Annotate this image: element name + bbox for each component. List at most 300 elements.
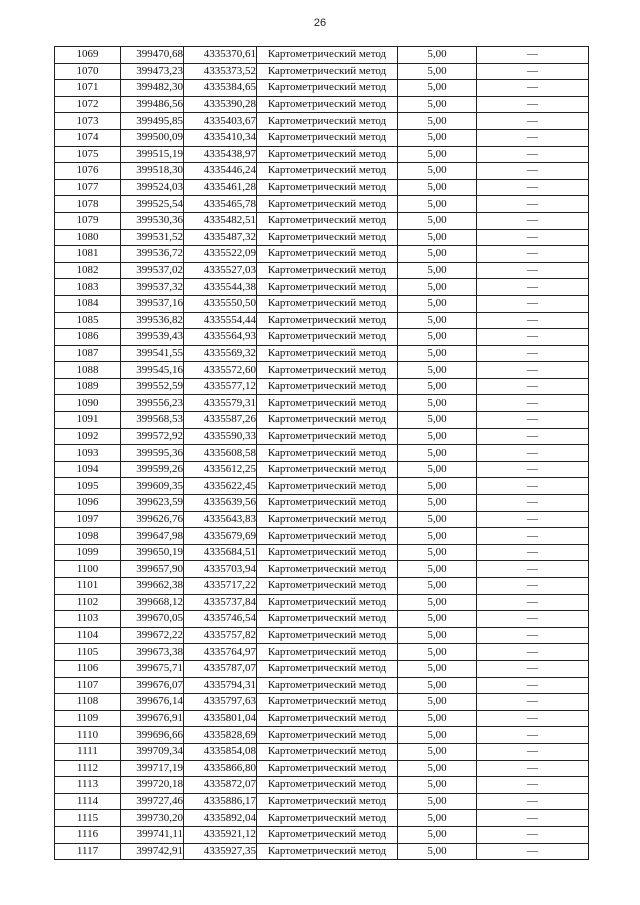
method-cell: Картометрический метод xyxy=(257,495,398,512)
precision-cell: 5,00 xyxy=(398,445,477,462)
method-cell: Картометрический метод xyxy=(257,113,398,130)
method-cell: Картометрический метод xyxy=(257,295,398,312)
x-coordinate-cell: 399552,59 xyxy=(121,378,184,395)
precision-cell: 5,00 xyxy=(398,163,477,180)
method-cell: Картометрический метод xyxy=(257,129,398,146)
precision-cell: 5,00 xyxy=(398,362,477,379)
point-number-cell: 1086 xyxy=(55,329,121,346)
y-coordinate-cell: 4335892,04 xyxy=(184,810,257,827)
point-number-cell: 1070 xyxy=(55,63,121,80)
extra-cell: — xyxy=(477,660,589,677)
x-coordinate-cell: 399742,91 xyxy=(121,843,184,860)
table-row xyxy=(55,80,589,97)
point-number-cell: 1083 xyxy=(55,279,121,296)
y-coordinate-cell: 4335569,32 xyxy=(184,345,257,362)
x-coordinate-cell: 399539,43 xyxy=(121,329,184,346)
x-coordinate-cell: 399568,53 xyxy=(121,412,184,429)
extra-cell: — xyxy=(477,594,589,611)
point-number-cell: 1082 xyxy=(55,262,121,279)
table-row xyxy=(55,179,589,196)
table-row xyxy=(55,362,589,379)
x-coordinate-cell: 399650,19 xyxy=(121,544,184,561)
method-cell: Картометрический метод xyxy=(257,511,398,528)
y-coordinate-cell: 4335487,32 xyxy=(184,229,257,246)
y-coordinate-cell: 4335579,31 xyxy=(184,395,257,412)
table-row xyxy=(55,196,589,213)
precision-cell: 5,00 xyxy=(398,378,477,395)
precision-cell: 5,00 xyxy=(398,146,477,163)
method-cell: Картометрический метод xyxy=(257,644,398,661)
precision-cell: 5,00 xyxy=(398,627,477,644)
x-coordinate-cell: 399676,91 xyxy=(121,710,184,727)
precision-cell: 5,00 xyxy=(398,279,477,296)
precision-cell: 5,00 xyxy=(398,743,477,760)
y-coordinate-cell: 4335587,26 xyxy=(184,412,257,429)
method-cell: Картометрический метод xyxy=(257,461,398,478)
extra-cell: — xyxy=(477,743,589,760)
precision-cell: 5,00 xyxy=(398,826,477,843)
table-row xyxy=(55,843,589,860)
extra-cell: — xyxy=(477,96,589,113)
x-coordinate-cell: 399717,19 xyxy=(121,760,184,777)
x-coordinate-cell: 399495,85 xyxy=(121,113,184,130)
y-coordinate-cell: 4335590,33 xyxy=(184,428,257,445)
y-coordinate-cell: 4335403,67 xyxy=(184,113,257,130)
point-number-cell: 1087 xyxy=(55,345,121,362)
table-row xyxy=(55,345,589,362)
precision-cell: 5,00 xyxy=(398,644,477,661)
extra-cell: — xyxy=(477,246,589,263)
extra-cell: — xyxy=(477,677,589,694)
table-row xyxy=(55,777,589,794)
extra-cell: — xyxy=(477,627,589,644)
x-coordinate-cell: 399709,34 xyxy=(121,743,184,760)
point-number-cell: 1079 xyxy=(55,212,121,229)
table-row xyxy=(55,246,589,263)
extra-cell: — xyxy=(477,495,589,512)
precision-cell: 5,00 xyxy=(398,229,477,246)
table-row xyxy=(55,262,589,279)
extra-cell: — xyxy=(477,760,589,777)
x-coordinate-cell: 399556,23 xyxy=(121,395,184,412)
extra-cell: — xyxy=(477,395,589,412)
point-number-cell: 1116 xyxy=(55,826,121,843)
precision-cell: 5,00 xyxy=(398,544,477,561)
extra-cell: — xyxy=(477,478,589,495)
table-row xyxy=(55,212,589,229)
extra-cell: — xyxy=(477,412,589,429)
y-coordinate-cell: 4335550,50 xyxy=(184,295,257,312)
y-coordinate-cell: 4335866,80 xyxy=(184,760,257,777)
y-coordinate-cell: 4335737,84 xyxy=(184,594,257,611)
point-number-cell: 1100 xyxy=(55,561,121,578)
extra-cell: — xyxy=(477,295,589,312)
point-number-cell: 1097 xyxy=(55,511,121,528)
table-row xyxy=(55,611,589,628)
precision-cell: 5,00 xyxy=(398,428,477,445)
x-coordinate-cell: 399730,20 xyxy=(121,810,184,827)
table-row xyxy=(55,743,589,760)
x-coordinate-cell: 399537,16 xyxy=(121,295,184,312)
x-coordinate-cell: 399525,54 xyxy=(121,196,184,213)
x-coordinate-cell: 399623,59 xyxy=(121,495,184,512)
x-coordinate-cell: 399675,71 xyxy=(121,660,184,677)
y-coordinate-cell: 4335410,34 xyxy=(184,129,257,146)
precision-cell: 5,00 xyxy=(398,594,477,611)
point-number-cell: 1072 xyxy=(55,96,121,113)
point-number-cell: 1095 xyxy=(55,478,121,495)
point-number-cell: 1106 xyxy=(55,660,121,677)
y-coordinate-cell: 4335554,44 xyxy=(184,312,257,329)
extra-cell: — xyxy=(477,129,589,146)
point-number-cell: 1104 xyxy=(55,627,121,644)
x-coordinate-cell: 399696,66 xyxy=(121,727,184,744)
method-cell: Картометрический метод xyxy=(257,163,398,180)
point-number-cell: 1099 xyxy=(55,544,121,561)
extra-cell: — xyxy=(477,279,589,296)
table-row xyxy=(55,760,589,777)
table-row xyxy=(55,528,589,545)
point-number-cell: 1077 xyxy=(55,179,121,196)
point-number-cell: 1081 xyxy=(55,246,121,263)
coordinates-table xyxy=(54,46,589,860)
table-row xyxy=(55,627,589,644)
extra-cell: — xyxy=(477,511,589,528)
table-row xyxy=(55,295,589,312)
method-cell: Картометрический метод xyxy=(257,146,398,163)
y-coordinate-cell: 4335828,69 xyxy=(184,727,257,744)
table-row xyxy=(55,561,589,578)
method-cell: Картометрический метод xyxy=(257,743,398,760)
precision-cell: 5,00 xyxy=(398,129,477,146)
y-coordinate-cell: 4335757,82 xyxy=(184,627,257,644)
y-coordinate-cell: 4335927,35 xyxy=(184,843,257,860)
method-cell: Картометрический метод xyxy=(257,395,398,412)
table-row xyxy=(55,594,589,611)
method-cell: Картометрический метод xyxy=(257,80,398,97)
x-coordinate-cell: 399609,35 xyxy=(121,478,184,495)
x-coordinate-cell: 399647,98 xyxy=(121,528,184,545)
x-coordinate-cell: 399500,09 xyxy=(121,129,184,146)
table-row xyxy=(55,677,589,694)
table-row xyxy=(55,694,589,711)
precision-cell: 5,00 xyxy=(398,511,477,528)
table-row xyxy=(55,826,589,843)
method-cell: Картометрический метод xyxy=(257,262,398,279)
point-number-cell: 1112 xyxy=(55,760,121,777)
extra-cell: — xyxy=(477,378,589,395)
table-row xyxy=(55,229,589,246)
table-row xyxy=(55,96,589,113)
method-cell: Картометрический метод xyxy=(257,362,398,379)
method-cell: Картометрический метод xyxy=(257,793,398,810)
x-coordinate-cell: 399482,30 xyxy=(121,80,184,97)
table-row xyxy=(55,47,589,64)
extra-cell: — xyxy=(477,528,589,545)
point-number-cell: 1113 xyxy=(55,777,121,794)
method-cell: Картометрический метод xyxy=(257,378,398,395)
table-row xyxy=(55,810,589,827)
x-coordinate-cell: 399536,72 xyxy=(121,246,184,263)
point-number-cell: 1069 xyxy=(55,47,121,64)
y-coordinate-cell: 4335544,38 xyxy=(184,279,257,296)
method-cell: Картометрический метод xyxy=(257,561,398,578)
table-row xyxy=(55,710,589,727)
table-row xyxy=(55,113,589,130)
y-coordinate-cell: 4335608,58 xyxy=(184,445,257,462)
extra-cell: — xyxy=(477,578,589,595)
table-row xyxy=(55,644,589,661)
x-coordinate-cell: 399673,38 xyxy=(121,644,184,661)
precision-cell: 5,00 xyxy=(398,810,477,827)
point-number-cell: 1092 xyxy=(55,428,121,445)
method-cell: Картометрический метод xyxy=(257,478,398,495)
y-coordinate-cell: 4335577,12 xyxy=(184,378,257,395)
table-row xyxy=(55,445,589,462)
y-coordinate-cell: 4335482,51 xyxy=(184,212,257,229)
extra-cell: — xyxy=(477,345,589,362)
method-cell: Картометрический метод xyxy=(257,727,398,744)
x-coordinate-cell: 399545,16 xyxy=(121,362,184,379)
extra-cell: — xyxy=(477,428,589,445)
y-coordinate-cell: 4335438,97 xyxy=(184,146,257,163)
extra-cell: — xyxy=(477,843,589,860)
y-coordinate-cell: 4335854,08 xyxy=(184,743,257,760)
x-coordinate-cell: 399531,52 xyxy=(121,229,184,246)
point-number-cell: 1089 xyxy=(55,378,121,395)
extra-cell: — xyxy=(477,113,589,130)
method-cell: Картометрический метод xyxy=(257,627,398,644)
table-row xyxy=(55,395,589,412)
precision-cell: 5,00 xyxy=(398,461,477,478)
precision-cell: 5,00 xyxy=(398,295,477,312)
precision-cell: 5,00 xyxy=(398,212,477,229)
table-row xyxy=(55,660,589,677)
point-number-cell: 1096 xyxy=(55,495,121,512)
x-coordinate-cell: 399536,82 xyxy=(121,312,184,329)
x-coordinate-cell: 399662,38 xyxy=(121,578,184,595)
extra-cell: — xyxy=(477,262,589,279)
y-coordinate-cell: 4335797,63 xyxy=(184,694,257,711)
extra-cell: — xyxy=(477,727,589,744)
table-row xyxy=(55,412,589,429)
precision-cell: 5,00 xyxy=(398,561,477,578)
extra-cell: — xyxy=(477,163,589,180)
x-coordinate-cell: 399524,03 xyxy=(121,179,184,196)
method-cell: Картометрический метод xyxy=(257,329,398,346)
extra-cell: — xyxy=(477,47,589,64)
method-cell: Картометрический метод xyxy=(257,611,398,628)
extra-cell: — xyxy=(477,611,589,628)
y-coordinate-cell: 4335564,93 xyxy=(184,329,257,346)
point-number-cell: 1094 xyxy=(55,461,121,478)
y-coordinate-cell: 4335622,45 xyxy=(184,478,257,495)
extra-cell: — xyxy=(477,445,589,462)
point-number-cell: 1091 xyxy=(55,412,121,429)
precision-cell: 5,00 xyxy=(398,777,477,794)
precision-cell: 5,00 xyxy=(398,196,477,213)
point-number-cell: 1098 xyxy=(55,528,121,545)
y-coordinate-cell: 4335801,04 xyxy=(184,710,257,727)
table-row xyxy=(55,378,589,395)
extra-cell: — xyxy=(477,694,589,711)
extra-cell: — xyxy=(477,710,589,727)
y-coordinate-cell: 4335527,03 xyxy=(184,262,257,279)
table-row xyxy=(55,478,589,495)
x-coordinate-cell: 399473,23 xyxy=(121,63,184,80)
point-number-cell: 1071 xyxy=(55,80,121,97)
x-coordinate-cell: 399537,02 xyxy=(121,262,184,279)
x-coordinate-cell: 399572,92 xyxy=(121,428,184,445)
y-coordinate-cell: 4335746,54 xyxy=(184,611,257,628)
method-cell: Картометрический метод xyxy=(257,660,398,677)
point-number-cell: 1101 xyxy=(55,578,121,595)
method-cell: Картометрический метод xyxy=(257,229,398,246)
point-number-cell: 1085 xyxy=(55,312,121,329)
point-number-cell: 1102 xyxy=(55,594,121,611)
table-row xyxy=(55,428,589,445)
table-row xyxy=(55,793,589,810)
extra-cell: — xyxy=(477,196,589,213)
x-coordinate-cell: 399486,56 xyxy=(121,96,184,113)
coordinates-table-body xyxy=(55,47,589,860)
y-coordinate-cell: 4335872,07 xyxy=(184,777,257,794)
x-coordinate-cell: 399541,55 xyxy=(121,345,184,362)
precision-cell: 5,00 xyxy=(398,760,477,777)
x-coordinate-cell: 399676,14 xyxy=(121,694,184,711)
table-row xyxy=(55,578,589,595)
method-cell: Картометрический метод xyxy=(257,843,398,860)
x-coordinate-cell: 399515,19 xyxy=(121,146,184,163)
method-cell: Картометрический метод xyxy=(257,96,398,113)
x-coordinate-cell: 399595,36 xyxy=(121,445,184,462)
y-coordinate-cell: 4335373,52 xyxy=(184,63,257,80)
table-row xyxy=(55,312,589,329)
x-coordinate-cell: 399720,18 xyxy=(121,777,184,794)
extra-cell: — xyxy=(477,561,589,578)
precision-cell: 5,00 xyxy=(398,727,477,744)
table-row xyxy=(55,727,589,744)
method-cell: Картометрический метод xyxy=(257,312,398,329)
method-cell: Картометрический метод xyxy=(257,345,398,362)
method-cell: Картометрический метод xyxy=(257,578,398,595)
point-number-cell: 1108 xyxy=(55,694,121,711)
method-cell: Картометрический метод xyxy=(257,826,398,843)
table-row xyxy=(55,279,589,296)
point-number-cell: 1088 xyxy=(55,362,121,379)
precision-cell: 5,00 xyxy=(398,660,477,677)
point-number-cell: 1080 xyxy=(55,229,121,246)
y-coordinate-cell: 4335572,60 xyxy=(184,362,257,379)
extra-cell: — xyxy=(477,80,589,97)
method-cell: Картометрический метод xyxy=(257,47,398,64)
extra-cell: — xyxy=(477,63,589,80)
extra-cell: — xyxy=(477,229,589,246)
table-row xyxy=(55,329,589,346)
y-coordinate-cell: 4335465,78 xyxy=(184,196,257,213)
y-coordinate-cell: 4335764,97 xyxy=(184,644,257,661)
page-number: 26 xyxy=(313,17,327,29)
table-row xyxy=(55,129,589,146)
table-row xyxy=(55,63,589,80)
point-number-cell: 1084 xyxy=(55,295,121,312)
precision-cell: 5,00 xyxy=(398,843,477,860)
y-coordinate-cell: 4335390,28 xyxy=(184,96,257,113)
method-cell: Картометрический метод xyxy=(257,694,398,711)
extra-cell: — xyxy=(477,146,589,163)
point-number-cell: 1075 xyxy=(55,146,121,163)
point-number-cell: 1111 xyxy=(55,743,121,760)
method-cell: Картометрический метод xyxy=(257,412,398,429)
precision-cell: 5,00 xyxy=(398,694,477,711)
point-number-cell: 1076 xyxy=(55,163,121,180)
method-cell: Картометрический метод xyxy=(257,544,398,561)
precision-cell: 5,00 xyxy=(398,312,477,329)
precision-cell: 5,00 xyxy=(398,611,477,628)
method-cell: Картометрический метод xyxy=(257,246,398,263)
precision-cell: 5,00 xyxy=(398,262,477,279)
point-number-cell: 1074 xyxy=(55,129,121,146)
precision-cell: 5,00 xyxy=(398,80,477,97)
x-coordinate-cell: 399741,11 xyxy=(121,826,184,843)
point-number-cell: 1103 xyxy=(55,611,121,628)
precision-cell: 5,00 xyxy=(398,710,477,727)
extra-cell: — xyxy=(477,793,589,810)
extra-cell: — xyxy=(477,810,589,827)
method-cell: Картометрический метод xyxy=(257,445,398,462)
point-number-cell: 1110 xyxy=(55,727,121,744)
point-number-cell: 1093 xyxy=(55,445,121,462)
table-row xyxy=(55,511,589,528)
table-row xyxy=(55,146,589,163)
point-number-cell: 1078 xyxy=(55,196,121,213)
y-coordinate-cell: 4335794,31 xyxy=(184,677,257,694)
x-coordinate-cell: 399470,68 xyxy=(121,47,184,64)
x-coordinate-cell: 399672,22 xyxy=(121,627,184,644)
point-number-cell: 1115 xyxy=(55,810,121,827)
method-cell: Картометрический метод xyxy=(257,677,398,694)
method-cell: Картометрический метод xyxy=(257,279,398,296)
table-row xyxy=(55,461,589,478)
precision-cell: 5,00 xyxy=(398,528,477,545)
method-cell: Картометрический метод xyxy=(257,810,398,827)
y-coordinate-cell: 4335639,56 xyxy=(184,495,257,512)
precision-cell: 5,00 xyxy=(398,495,477,512)
extra-cell: — xyxy=(477,644,589,661)
y-coordinate-cell: 4335703,94 xyxy=(184,561,257,578)
x-coordinate-cell: 399518,30 xyxy=(121,163,184,180)
method-cell: Картометрический метод xyxy=(257,212,398,229)
point-number-cell: 1105 xyxy=(55,644,121,661)
x-coordinate-cell: 399530,36 xyxy=(121,212,184,229)
precision-cell: 5,00 xyxy=(398,329,477,346)
precision-cell: 5,00 xyxy=(398,96,477,113)
extra-cell: — xyxy=(477,329,589,346)
y-coordinate-cell: 4335787,07 xyxy=(184,660,257,677)
x-coordinate-cell: 399670,05 xyxy=(121,611,184,628)
precision-cell: 5,00 xyxy=(398,478,477,495)
precision-cell: 5,00 xyxy=(398,578,477,595)
y-coordinate-cell: 4335921,12 xyxy=(184,826,257,843)
precision-cell: 5,00 xyxy=(398,793,477,810)
table-row xyxy=(55,163,589,180)
method-cell: Картометрический метод xyxy=(257,179,398,196)
table-row xyxy=(55,495,589,512)
method-cell: Картометрический метод xyxy=(257,777,398,794)
extra-cell: — xyxy=(477,826,589,843)
point-number-cell: 1107 xyxy=(55,677,121,694)
y-coordinate-cell: 4335461,28 xyxy=(184,179,257,196)
